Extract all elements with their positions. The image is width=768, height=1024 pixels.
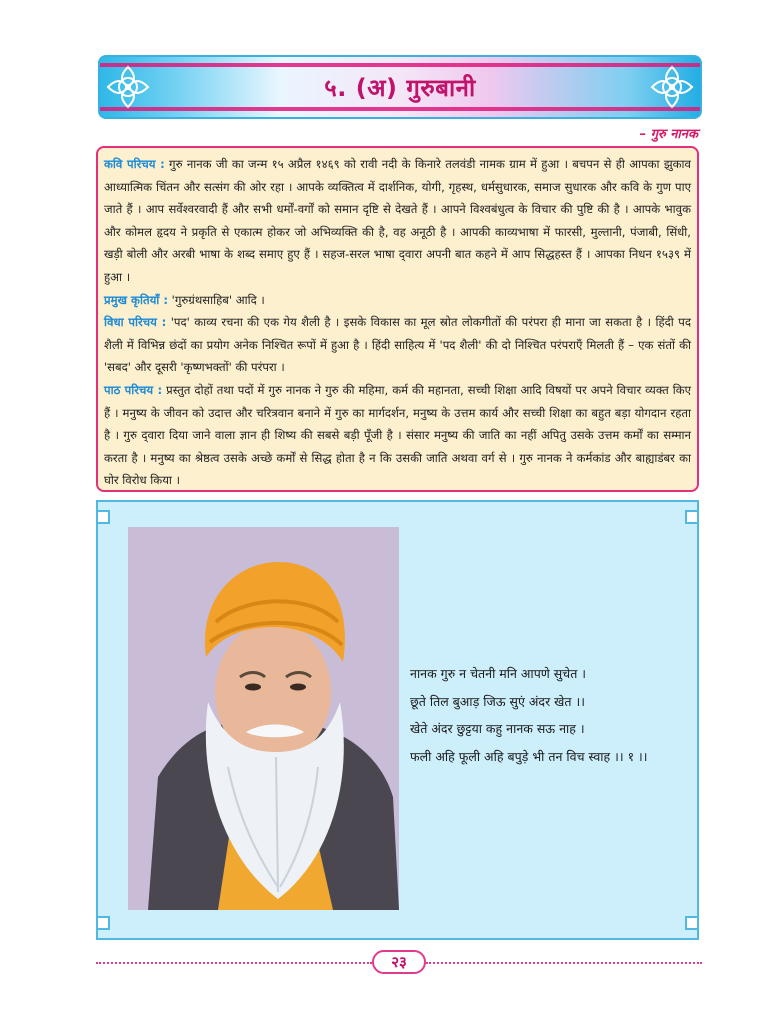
chapter-title: ५. (अ) गुरुबानी xyxy=(324,74,476,102)
lesson-introduction xyxy=(104,379,691,492)
banner-stripe-top xyxy=(100,63,700,67)
major-works-text: 'गुरुग्रंथसाहिब' आदि । xyxy=(167,292,265,307)
poet-introduction xyxy=(104,153,691,289)
verse-line: खेते अंदर छुट्टया कहु नानक सऊ नाह । xyxy=(410,721,585,736)
introduction-box xyxy=(96,146,699,492)
frame-corner xyxy=(685,510,699,524)
verse-line: फली अहि फूली अहि बपुड़े भी तन विच स्वाह ।। १ ।। xyxy=(410,748,648,764)
footer-divider-left xyxy=(96,962,372,964)
floral-ornament-icon xyxy=(646,61,698,113)
genre-introduction-label: विधा परिचय : xyxy=(104,315,167,330)
poet-name: – गुरु नानक xyxy=(639,127,698,142)
lesson-introduction-text: प्रस्तुत दोहों तथा पदों में गुरु नानक ने गुरु की महिमा, कर्म की महानता, सच्ची शिक्षा आदि विषयों पर अपने विचार व्यक्त किए हैं । मनुष्य के जीवन को उदात्त और चरित्रवान बनाने में गुरु का मार्गदर्शन, मनुष्य के उत्तम कार्य और सच्ची शिक्षा का बहुत बड़ा योगदान रहता है । गुरु द्‌वारा दिया जाने वाला ज्ञान ही शिष्य की सबसे बड़ी पूँजी है । संसार मनुष्य की जाति का नहीं अपितु उसके उत्तम कर्मों का सम्मान करता है । मनुष्य का श्रेष्ठत्व उसके अच्छे कर्मों से सिद्ध होता है न कि उसकी जाति अथवा वर्ग से । गुरु नानक ने कर्मकांड और बाह्याडंबर का घोर विरोध किया । xyxy=(104,382,692,488)
major-works xyxy=(104,289,691,312)
major-works-label: प्रमुख कृतियाँ : xyxy=(104,292,168,307)
page-number: २३ xyxy=(372,950,426,974)
genre-introduction-text: 'पद' काव्य रचना की एक गेय शैली है । इसके विकास का मूल स्रोत लोकगीतों की परंपरा ही माना जा सकता है । हिंदी पद शैली में विभिन्न छंदों का प्रयोग अनेक निश्चित रूपों में हुआ है । हिंदी साहित्य में 'पद शैली' की दो निश्चित परंपराएँ मिलती हैं – एक संतों की 'सबद' और दूसरी 'कृष्णभक्तों' की परंपरा । xyxy=(104,315,692,375)
guru-nanak-portrait xyxy=(128,527,399,910)
frame-corner xyxy=(685,916,699,930)
footer-divider-right xyxy=(426,962,702,964)
frame-corner xyxy=(96,916,110,930)
poem-verse xyxy=(410,660,648,770)
poet-introduction-text: गुरु नानक जी का जन्म १५ अप्रैल १४६९ को रावी नदी के किनारे तलवंडी नामक ग्राम में हुआ । बचपन से ही आपका झुकाव आध्यात्मिक चिंतन और सत्संग की ओर रहा । आपके व्यक्तित्व में दार्शनिक, योगी, गृहस्थ, धर्मसुधारक, समाज सुधारक और कवि के गुण पाए जाते हैं । आप सर्वेश्वरवादी हैं और सभी धर्मों-वर्गों को समान दृष्टि से देखते हैं । आपने विश्वबंधुत्व के विचार की पुष्टि की है । आपके भावुक और कोमल हृदय ने प्रकृति से एकात्म होकर जो अभिव्यक्ति की है, वह अनूठी है । आपकी काव्यभाषा में फारसी, मुल्तानी, पंजाबी, सिंधी, खड़ी बोली और अरबी भाषा के शब्द समाए हुए हैं । सहज-सरल भाषा द्‌वारा अपनी बात कहने में आप सिद्धहस्त हैं । आपका निधन १५३९ में हुआ । xyxy=(104,157,691,284)
poet-introduction-label: कवि परिचय : xyxy=(104,157,165,171)
verse-line: छूते तिल बुआड़ जिऊ सुएं अंदर खेत ।। xyxy=(410,693,585,709)
frame-corner xyxy=(96,510,110,524)
chapter-banner xyxy=(98,55,702,119)
verse-line: नानक गुरु न चेतनी मनि आपणे सुचेत । xyxy=(410,666,587,681)
banner-stripe-bottom xyxy=(100,107,700,111)
genre-introduction xyxy=(104,311,691,379)
lesson-introduction-label: पाठ परिचय : xyxy=(104,382,163,397)
